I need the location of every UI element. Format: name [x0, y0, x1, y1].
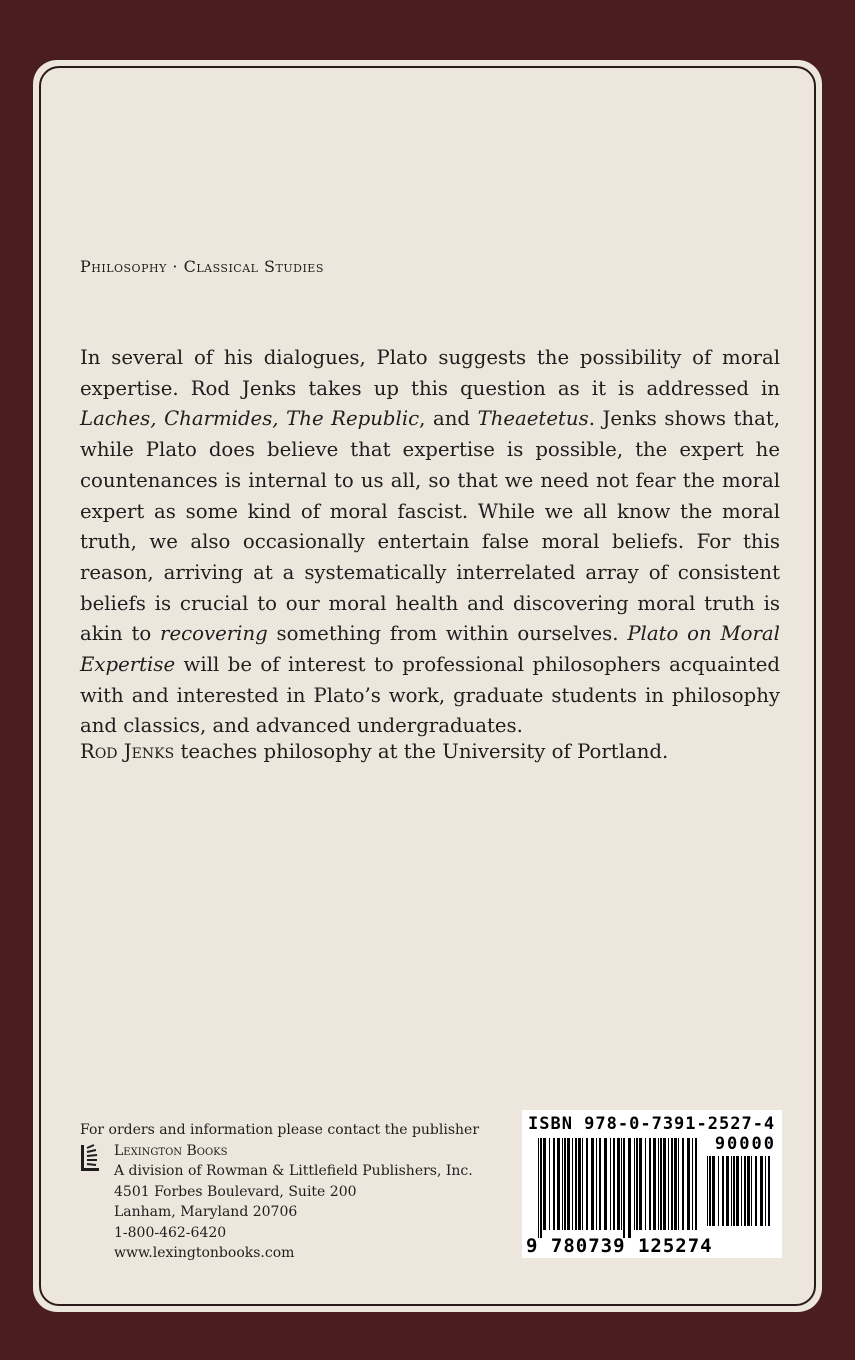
barcode-bar: [557, 1138, 560, 1230]
barcode-bar: [755, 1156, 757, 1226]
barcode-bar: [707, 1156, 708, 1226]
blurb-part-3: . Jenks shows that, while Plato does believe that expertise is possible, the expert he countenances is internal to us all, so that we need not fear the moral expert as some kind of moral fascist. While we all know the moral truth, we also occasionally entertain false moral beliefs. For this reason, arriving at a systematically interrelated array of consistent beliefs is crucial to our moral health and discovering moral truth is akin to: [80, 407, 780, 646]
barcode-bar: [645, 1138, 646, 1230]
barcode-bar: [578, 1138, 581, 1230]
barcode-bar: [553, 1138, 555, 1230]
barcode-bar: [653, 1138, 656, 1230]
barcode-bar: [639, 1138, 642, 1230]
barcode-bar: [567, 1138, 570, 1230]
publisher-division: A division of Rowman & Littlefield Publishers, Inc.: [114, 1163, 473, 1179]
emphasis-word: recovering: [160, 622, 268, 646]
blurb-part-4: something from within ourselves.: [267, 622, 628, 646]
barcode-bar: [736, 1156, 739, 1226]
publisher-city: Lanham, Maryland 20706: [114, 1204, 298, 1220]
barcode-bar: [582, 1138, 583, 1230]
barcode-bar: [649, 1138, 651, 1230]
ean-digits: 9 780739 125274: [526, 1235, 713, 1257]
barcode-bar: [543, 1138, 546, 1230]
barcode-bar: [668, 1138, 669, 1230]
price-barcode-bars: [707, 1156, 775, 1234]
barcode-bar: [663, 1138, 666, 1230]
barcode-bar: [599, 1138, 601, 1230]
barcode-bar: [687, 1138, 690, 1230]
book-description: [80, 343, 780, 742]
isbn-barcode: [522, 1110, 782, 1258]
barcode-bar: [768, 1156, 770, 1226]
blurb-part-5: will be of interest to professional philosophers acquainted with and interested in Plato’s work, graduate students in philosophy and classics, and advanced undergraduates.: [80, 653, 780, 738]
barcode-bar: [636, 1138, 638, 1230]
barcode-bar: [549, 1138, 550, 1230]
barcode-bar: [586, 1138, 588, 1230]
barcode-bar: [621, 1138, 622, 1230]
barcode-bar: [744, 1156, 746, 1226]
ean-barcode-bars: [538, 1138, 698, 1238]
isbn-number: ISBN 978-0-7391-2527-4: [528, 1114, 776, 1134]
publisher-website: www.lexingtonbooks.com: [114, 1245, 295, 1261]
barcode-bar: [674, 1138, 677, 1230]
works-list-1: Laches, Charmides, The Republic: [80, 407, 420, 431]
barcode-bar: [733, 1156, 735, 1226]
book-title: Plato on Moral Expertise: [80, 622, 780, 677]
lexington-books-logo-icon: [80, 1143, 100, 1173]
barcode-bar: [718, 1156, 719, 1226]
barcode-bar: [562, 1138, 563, 1230]
barcode-bar: [678, 1138, 679, 1230]
barcode-bar: [682, 1138, 684, 1230]
barcode-bar: [610, 1138, 611, 1230]
barcode-bar: [671, 1138, 673, 1230]
publisher-phone: 1-800-462-6420: [114, 1224, 227, 1241]
barcode-bar: [709, 1156, 711, 1226]
barcode-bar: [564, 1138, 566, 1230]
barcode-bar: [726, 1156, 729, 1226]
author-bio: [80, 737, 668, 767]
author-bio-text: teaches philosophy at the University of Portland.: [174, 740, 669, 763]
barcode-bar: [731, 1156, 732, 1226]
barcode-bar: [751, 1156, 752, 1226]
barcode-bar: [613, 1138, 615, 1230]
publisher-info: [80, 1120, 479, 1264]
author-name: Rod Jenks: [80, 740, 175, 763]
barcode-bar: [634, 1138, 635, 1230]
barcode-bar: [628, 1138, 631, 1238]
barcode-bar: [765, 1156, 766, 1226]
barcode-bar: [572, 1138, 573, 1230]
publisher-street: 4501 Forbes Boulevard, Suite 200: [114, 1183, 357, 1200]
barcode-bar: [722, 1156, 724, 1226]
barcode-bar: [604, 1138, 607, 1230]
barcode-bar: [575, 1138, 577, 1230]
category-label: Philosophy · Classical Studies: [80, 257, 324, 276]
barcode-bar: [760, 1156, 763, 1226]
barcode-bar: [692, 1138, 693, 1230]
blurb-part-2: , and: [419, 407, 478, 431]
barcode-bar: [658, 1138, 659, 1230]
barcode-bar: [591, 1138, 594, 1230]
barcode-bar: [712, 1156, 715, 1226]
barcode-bar: [596, 1138, 597, 1230]
barcode-bar: [623, 1138, 625, 1238]
works-list-2: Theaetetus: [477, 407, 589, 431]
blurb-part-1: In several of his dialogues, Plato suggests the possibility of moral expertise. Rod Jenks takes up this question as it is addressed in: [80, 346, 780, 400]
barcode-bar: [540, 1138, 542, 1238]
barcode-bar: [538, 1138, 539, 1238]
barcode-bar: [741, 1156, 742, 1226]
barcode-bar: [660, 1138, 662, 1230]
barcode-bar: [747, 1156, 750, 1226]
publisher-name: Lexington Books: [114, 1142, 228, 1159]
barcode-bar: [695, 1138, 697, 1230]
publisher-intro: For orders and information please contact the publisher: [80, 1122, 480, 1138]
barcode-bar: [617, 1138, 620, 1230]
price-code: 90000: [714, 1134, 776, 1154]
